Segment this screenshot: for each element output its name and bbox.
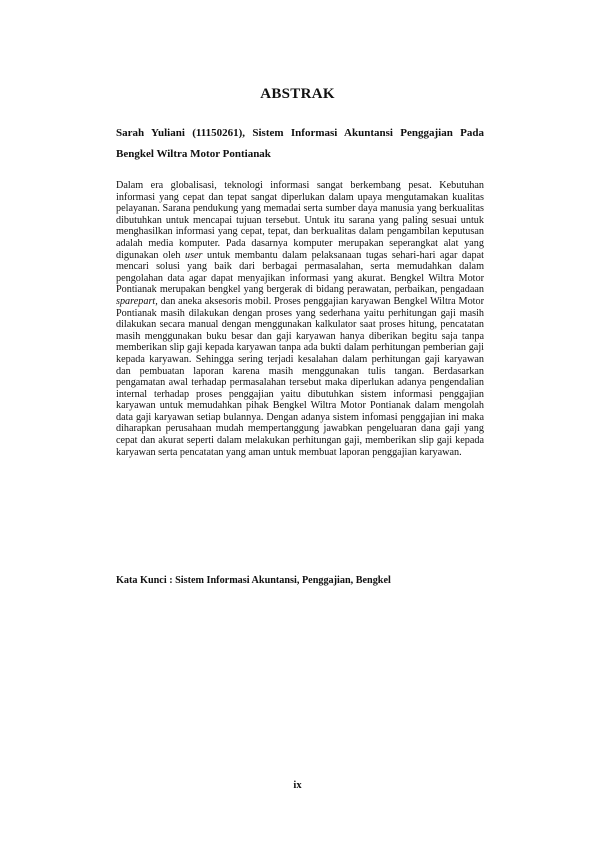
author-title-line: Sarah Yuliani (11150261), Sistem Informasi Akuntansi Penggajian Pada Bengkel Wiltra Motor Pontianak (116, 127, 484, 160)
abstract-text-1: Dalam era globalisasi, teknologi informasi sangat berkembang pesat. Kebutuhan informasi yang cepat dan tepat sangat diperlukan dalam upaya mengutamakan kualitas pelayanan. Sarana pendukung yang memadai serta sumber daya manusia yang berkualitas dibutuhkan untuk mencapai tujuan tersebut. Untuk itu sarana yang paling sesuai untuk menghasilkan informasi yang cepat, tepat, dan berkualitas dalam pengambilan keputusan adalah media komputer. Pada dasarnya komputer merupakan seperangkat alat yang digunakan oleh (116, 180, 484, 261)
abstract-term-user: user (184, 249, 203, 261)
page-number: ix (293, 780, 302, 791)
abstract-text-3: , dan aneka aksesoris mobil. Proses penggajian karyawan Bengkel Wiltra Motor Pontianak masih dilakukan dengan proses yang sederhana yaitu perhitungan gaji masih dilakukan secara manual dengan menggunakan kalkulator saat proses hitung, pencatatan masih menggunakan buku besar dan gaji karyawan hanya diberikan begitu saja tanpa memberikan slip gaji kepada karyawan tanpa ada bukti dalam perhitungan pemberian gaji kepada karyawan. Sehingga sering terjadi kesalahan dalam perhitungan gaji karyawan dan pembuatan laporan karena masih menggunakan tulis tangan. Berdasarkan pengamatan awal terhadap permasalahan tersebut maka diperlukan adanya pengendalian internal terhadap proses penggajian yaitu dibutuhkan sistem informasi penggajian karyawan untuk memudahkan pihak Bengkel Wiltra Motor Pontianak dalam mengolah data gaji karyawan setiap bulannya. Dengan adanya sistem infomasi penggajian ini maka diharapkan perusahaan mudah mempertanggung jawabkan pengeluaran dana gaji yang cepat dan akurat seperti dalam melakukan perhitungan gaji, memberikan slip gaji kepada karyawan serta pencatatan yang aman untuk membuat laporan penggajian karyawan. (116, 295, 484, 458)
page-title: ABSTRAK (260, 86, 335, 102)
abstract-text-2: untuk membantu dalam pelaksanaan tugas sehari-hari agar dapat mencari solusi yang baik dari berbagai permasalahan, serta memudahkan dalam pengolahan data agar dapat menyajikan informasi yang akurat. Bengkel Wiltra Motor Pontianak merupakan bengkel yang bergerak di bidang perawatan, perbaikan, pengadaan (116, 249, 484, 296)
abstract-body (116, 180, 484, 458)
keywords-line: Kata Kunci : Sistem Informasi Akuntansi, Penggajian, Bengkel (116, 575, 391, 586)
abstract-paragraph (116, 180, 484, 458)
abstract-term-sparepart: sparepart (116, 295, 156, 307)
